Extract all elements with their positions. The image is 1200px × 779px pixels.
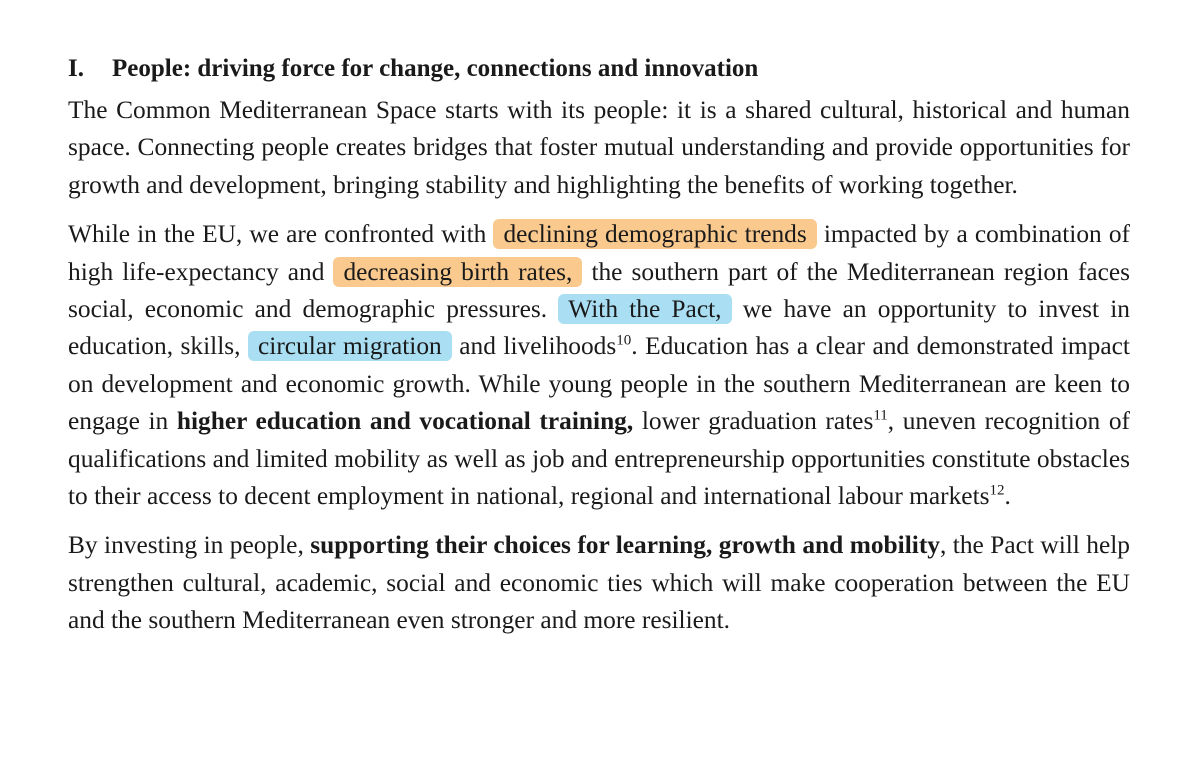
paragraph-1-text: The Common Mediterranean Space starts with its people: it is a shared cultural, historical and human space. Connecting people creates bridges that foster mutual understanding and provide opportunities for growth and development, bringing stability and highlighting the benefits of working together.	[68, 96, 1130, 199]
highlight-decreasing-birth-rates: decreasing birth rates,	[333, 257, 582, 287]
p2-text-1: While in the EU, we are confronted with	[68, 220, 487, 249]
p2-text-3: the southern part of the Mediterranean region faces social, economic and demographic pressures.	[68, 257, 1130, 324]
highlight-declining-demographic-trends: declining demographic trends	[493, 219, 816, 249]
p2-bold-1: higher education and vocational training,	[176, 407, 634, 436]
p2-text-2: impacted by a combination of high life-expectancy and	[68, 220, 1130, 286]
p2-text-4: we have an opportunity to invest in education, skills,	[68, 295, 1130, 361]
footnote-ref-10[interactable]: 10	[616, 332, 632, 349]
section-number: I.	[68, 55, 84, 82]
paragraph-1	[68, 92, 1130, 204]
p2-text-8: , uneven recognition of qualifications and limited mobility as well as job and entrepreneurship opportunities constitute obstacles to their access to decent employment in national, regional and international labour markets	[68, 407, 1130, 511]
highlight-with-the-pact: With the Pact,	[558, 294, 731, 324]
section-heading	[68, 52, 1130, 86]
document-page	[68, 52, 1130, 652]
p3-text-1: By investing in people,	[68, 531, 304, 560]
p2-text-5: and livelihoods	[459, 332, 617, 361]
p3-text-2: , the Pact will help strengthen cultural, academic, social and economic ties which will make cooperation between the EU and the southern Mediterranean even stronger and more resilient.	[68, 531, 1130, 635]
paragraph-3	[68, 527, 1130, 639]
footnote-ref-11[interactable]: 11	[873, 407, 888, 424]
section-title: People: driving force for change, connections and innovation	[112, 55, 759, 82]
highlight-circular-migration: circular migration	[248, 331, 452, 361]
p2-text-7: lower graduation rates	[641, 407, 874, 436]
p2-text-6: . Education has a clear and demonstrated impact on development and economic growth. While young people in the southern Mediterranean are keen to engage in	[68, 332, 1130, 436]
p3-bold-1: supporting their choices for learning, growth and mobility	[310, 531, 940, 560]
footnote-ref-12[interactable]: 12	[989, 482, 1005, 499]
p2-text-9: .	[1004, 482, 1011, 511]
paragraph-2	[68, 216, 1130, 515]
